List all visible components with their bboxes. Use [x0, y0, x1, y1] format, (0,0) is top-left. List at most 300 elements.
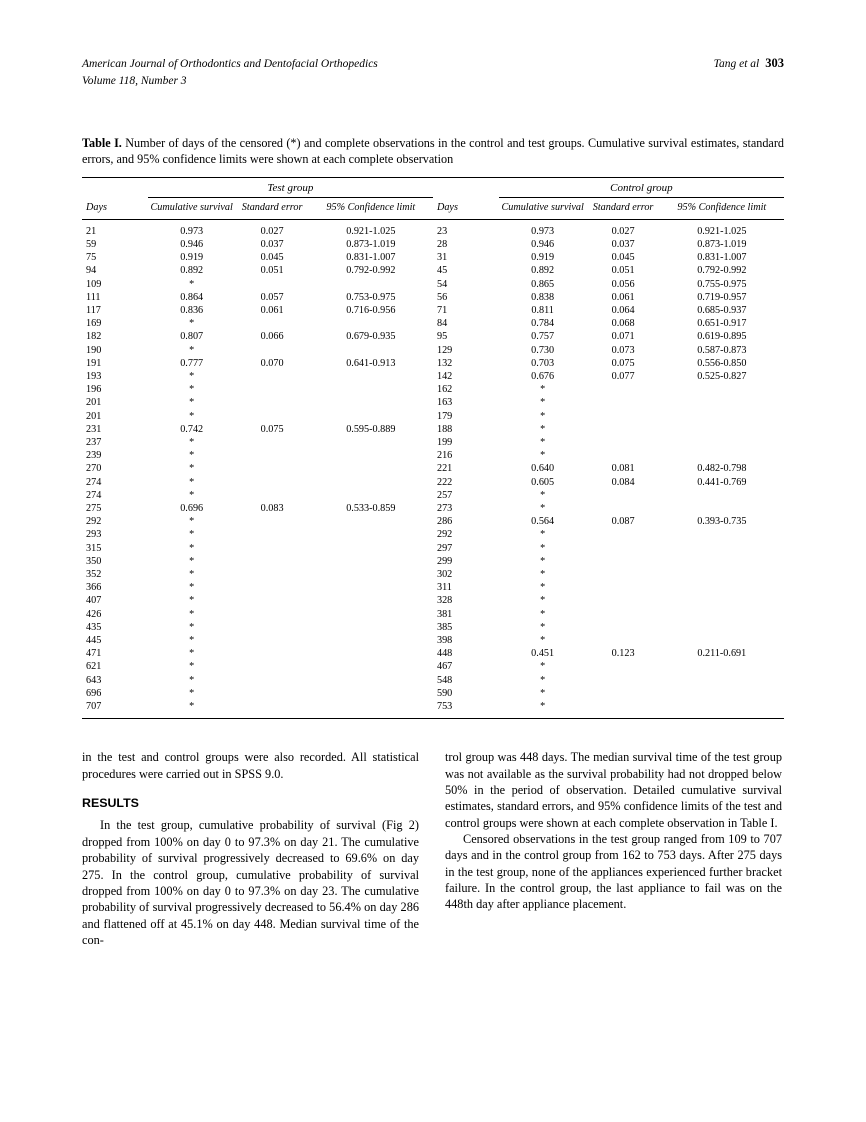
- table-cell: [309, 410, 433, 423]
- table-cell: 0.792-0.992: [346, 265, 396, 277]
- table-cell: 0.919: [531, 252, 555, 264]
- table-cell: 56: [436, 291, 448, 303]
- table-cell: [309, 462, 433, 475]
- table-cell: [587, 634, 660, 647]
- table-cell: [587, 528, 660, 541]
- col-header-days-test: Days: [86, 201, 107, 213]
- table-cell: 237: [86, 437, 102, 449]
- table-cell: 0.831-1.007: [697, 252, 747, 264]
- table-cell: [660, 608, 784, 621]
- table-cell: 257: [436, 489, 453, 501]
- table-row: [82, 634, 784, 647]
- table-cell: 0.605: [531, 476, 555, 488]
- table-cell: 45: [436, 265, 448, 277]
- body-columns: [82, 749, 784, 948]
- table-row: [82, 396, 784, 409]
- table-cell: [236, 634, 309, 647]
- table-cell: [587, 396, 660, 409]
- table-cell: 0.037: [260, 238, 284, 250]
- table-cell: *: [189, 344, 195, 356]
- table-cell: 0.556-0.850: [697, 357, 747, 369]
- table-row: [82, 660, 784, 673]
- table-cell: *: [189, 555, 195, 567]
- table-row: [82, 687, 784, 700]
- col-header-stderr-test: Standard error: [241, 201, 303, 213]
- table-cell: 0.441-0.769: [697, 476, 747, 488]
- table-cell: *: [540, 635, 546, 647]
- table-cell: *: [189, 397, 195, 409]
- table-cell: 0.075: [260, 423, 284, 435]
- table-cell: 0.784: [531, 318, 555, 330]
- table-cell: 643: [86, 674, 102, 686]
- table-cell: 129: [436, 344, 453, 356]
- table-cell: *: [540, 595, 546, 607]
- table-cell: 163: [436, 397, 453, 409]
- table-cell: 270: [86, 463, 102, 475]
- table-cell: [587, 449, 660, 462]
- table-row: [82, 304, 784, 317]
- table-body: [82, 225, 784, 714]
- table-cell: 0.892: [531, 265, 555, 277]
- results-heading: RESULTS: [82, 795, 139, 810]
- table-cell: [236, 370, 309, 383]
- table-cell: [236, 344, 309, 357]
- table-cell: 299: [436, 555, 453, 567]
- table-cell: 448: [436, 648, 453, 660]
- table-cell: 0.946: [531, 238, 555, 250]
- table-cell: *: [189, 701, 195, 713]
- table-cell: *: [189, 621, 195, 633]
- group-header-control: Control group: [499, 177, 784, 197]
- table-cell: 0.807: [180, 331, 204, 343]
- table-cell: 193: [86, 371, 102, 382]
- table-cell: [587, 608, 660, 621]
- table-caption-text: Number of days of the censored (*) and complete observations in the control and test groups. Cumulative survival estimates, standard errors, and 95% confidence limits were shown at each complete observation: [82, 136, 784, 167]
- table-cell: [309, 568, 433, 581]
- table-cell: [309, 317, 433, 330]
- table-cell: *: [189, 595, 195, 607]
- left-paragraph-2: In the test group, cumulative probability of survival (Fig 2) dropped from 100% on day 0 to 97.3% on day 21. The cumulative probability of survival progressively decreased to 69.6% on day 275. In the control group, cumulative probability of survival dropped from 100% on day 0 to 97.3% on day 23. The cumulative probability of survival progressively decreased to 56.4% on day 286 and flattened off at 45.1% on day 448. Median survival time of the con-: [82, 818, 419, 947]
- table-cell: 0.564: [531, 516, 555, 528]
- table-group-header-row: [82, 177, 784, 197]
- table-cell: *: [189, 608, 195, 620]
- table-cell: 293: [86, 529, 102, 541]
- table-row: [82, 581, 784, 594]
- table-cell: 239: [86, 450, 102, 462]
- table-cell: 0.451: [531, 648, 555, 660]
- table-row: [82, 542, 784, 555]
- table-cell: [236, 278, 309, 291]
- col-header-ci-test: 95% Confidence limit: [326, 201, 416, 213]
- table-cell: [309, 660, 433, 673]
- table-cell: 0.730: [531, 344, 555, 356]
- table-cell: [236, 317, 309, 330]
- table-cell: [309, 674, 433, 687]
- table-cell: 0.073: [611, 344, 635, 356]
- table-cell: [660, 436, 784, 449]
- table-cell: [309, 489, 433, 502]
- table-cell: 0.061: [260, 304, 284, 316]
- table-cell: 297: [436, 542, 453, 554]
- table-row: [82, 568, 784, 581]
- table-cell: *: [189, 489, 195, 501]
- table-cell: [587, 621, 660, 634]
- table-cell: [587, 436, 660, 449]
- table-cell: [236, 410, 309, 423]
- table-cell: [236, 594, 309, 607]
- table-cell: 0.081: [611, 463, 635, 475]
- table-cell: 0.838: [531, 291, 555, 303]
- table-cell: [309, 700, 433, 713]
- table-cell: [660, 528, 784, 541]
- table-cell: 352: [86, 569, 102, 581]
- table-cell: 0.641-0.913: [346, 357, 396, 369]
- table-cell: [309, 344, 433, 357]
- table-cell: 426: [86, 608, 102, 620]
- table-cell: [587, 410, 660, 423]
- table-row: [82, 383, 784, 396]
- table-cell: 621: [86, 661, 102, 673]
- table-cell: 169: [86, 318, 102, 330]
- author-names: Tang et al: [713, 58, 760, 70]
- table-cell: 385: [436, 621, 453, 633]
- table-cell: 548: [436, 674, 453, 686]
- table-cell: [660, 621, 784, 634]
- survival-table: [82, 177, 784, 720]
- table-cell: 0.393-0.735: [697, 516, 747, 528]
- right-paragraph-1: trol group was 448 days. The median survival time of the test group was not available as the survival probability had not dropped below 50% in the period of observation. Detailed cumulative survival estimates, standard errors, and 95% confidence limits of the test and control groups were shown at each complete observation in Table I.: [445, 750, 782, 830]
- table-cell: *: [189, 674, 195, 686]
- table-cell: [587, 581, 660, 594]
- table-cell: 95: [436, 331, 448, 343]
- table-cell: 350: [86, 555, 102, 567]
- table-cell: 292: [86, 516, 102, 528]
- table-cell: 221: [436, 463, 453, 475]
- table-cell: *: [540, 555, 546, 567]
- table-cell: 0.045: [611, 252, 635, 264]
- table-cell: 0.084: [611, 476, 635, 488]
- table-cell: [660, 542, 784, 555]
- table-cell: 407: [86, 595, 102, 607]
- table-cell: [236, 542, 309, 555]
- table-cell: [309, 594, 433, 607]
- table-cell: [660, 687, 784, 700]
- table-cell: [236, 581, 309, 594]
- table-cell: 201: [86, 397, 102, 409]
- table-cell: 435: [86, 621, 102, 633]
- table-cell: 381: [436, 608, 453, 620]
- table-cell: 0.051: [611, 265, 635, 277]
- table-cell: 59: [86, 238, 97, 250]
- table-cell: [236, 608, 309, 621]
- table-cell: *: [189, 318, 195, 330]
- table-row: [82, 357, 784, 370]
- table-cell: [236, 436, 309, 449]
- table-cell: [587, 674, 660, 687]
- table-cell: 0.703: [531, 357, 555, 369]
- table-cell: [587, 489, 660, 502]
- table-cell: [309, 528, 433, 541]
- table-cell: 0.792-0.992: [697, 265, 747, 277]
- table-cell: 199: [436, 437, 453, 449]
- table-cell: 0.056: [611, 278, 635, 290]
- table-cell: 231: [86, 423, 102, 435]
- table-cell: *: [189, 476, 195, 488]
- table-cell: [309, 687, 433, 700]
- table-cell: *: [189, 371, 195, 382]
- table-cell: *: [540, 423, 546, 435]
- table-cell: 0.921-1.025: [697, 225, 747, 237]
- table-cell: [309, 647, 433, 660]
- table-cell: [660, 449, 784, 462]
- table-cell: 216: [436, 450, 453, 462]
- table-cell: 0.087: [611, 516, 635, 528]
- table-cell: 0.757: [531, 331, 555, 343]
- table-cell: 132: [436, 357, 453, 369]
- table-cell: 201: [86, 410, 102, 422]
- table-cell: 196: [86, 384, 102, 396]
- table-cell: *: [540, 503, 546, 515]
- table-cell: 445: [86, 635, 102, 647]
- table-cell: [309, 476, 433, 489]
- table-cell: *: [540, 529, 546, 541]
- table-cell: 0.973: [531, 225, 555, 237]
- table-cell: 0.587-0.873: [697, 344, 747, 356]
- table-cell: 0.946: [180, 238, 204, 250]
- table-cell: [236, 476, 309, 489]
- table-cell: 0.068: [611, 318, 635, 330]
- col-header-days-control: Days: [436, 201, 458, 213]
- table-cell: 0.716-0.956: [346, 304, 396, 316]
- table-cell: *: [540, 489, 546, 501]
- table-cell: *: [540, 397, 546, 409]
- table-row: [82, 238, 784, 251]
- table-row: [82, 462, 784, 475]
- table-bottom-rule: [82, 713, 784, 719]
- table-row: [82, 608, 784, 621]
- table-cell: 0.061: [611, 291, 635, 303]
- table-cell: 0.973: [180, 225, 204, 237]
- table-cell: *: [189, 569, 195, 581]
- table-cell: 0.027: [260, 225, 284, 237]
- table-row: [82, 330, 784, 343]
- table-cell: 0.071: [611, 331, 635, 343]
- table-cell: 707: [86, 701, 102, 713]
- table-cell: 0.696: [180, 503, 204, 515]
- table-cell: *: [189, 450, 195, 462]
- table-cell: 31: [436, 252, 448, 264]
- table-cell: [660, 423, 784, 436]
- table-cell: 28: [436, 238, 448, 250]
- table-row: [82, 317, 784, 330]
- table-cell: [660, 383, 784, 396]
- table-cell: *: [189, 648, 195, 660]
- table-row: [82, 515, 784, 528]
- table-cell: 222: [436, 476, 453, 488]
- table-cell: 142: [436, 371, 453, 382]
- table-cell: 54: [436, 278, 448, 290]
- table-cell: [660, 568, 784, 581]
- col-header-stderr-control: Standard error: [592, 201, 654, 213]
- table-cell: [660, 581, 784, 594]
- table-cell: [236, 621, 309, 634]
- table-cell: [236, 700, 309, 713]
- table-cell: 0.066: [260, 331, 284, 343]
- table-cell: [309, 370, 433, 383]
- table-cell: 0.045: [260, 252, 284, 264]
- table-row: [82, 264, 784, 277]
- col-header-cumsurv-control: Cumulative survival: [501, 201, 584, 213]
- table-cell: [236, 687, 309, 700]
- table-cell: 0.619-0.895: [697, 331, 747, 343]
- table-cell: 0.051: [260, 265, 284, 277]
- table-cell: 0.037: [611, 238, 635, 250]
- table-cell: 286: [436, 516, 453, 528]
- table-row: [82, 291, 784, 304]
- table-row: [82, 278, 784, 291]
- table-row: [82, 594, 784, 607]
- table-cell: 71: [436, 304, 448, 316]
- table-cell: [236, 383, 309, 396]
- table-row: [82, 423, 784, 436]
- table-row: [82, 225, 784, 238]
- table-cell: 109: [86, 278, 102, 290]
- group-header-test: Test group: [148, 177, 433, 197]
- table-cell: *: [189, 542, 195, 554]
- table-cell: [587, 542, 660, 555]
- table-cell: 0.676: [531, 371, 555, 382]
- table-cell: [309, 278, 433, 291]
- table-row: [82, 647, 784, 660]
- table-cell: 0.873-1.019: [346, 238, 396, 250]
- table-cell: [660, 634, 784, 647]
- table-cell: 0.640: [531, 463, 555, 475]
- table-cell: [309, 634, 433, 647]
- table-cell: *: [540, 701, 546, 713]
- table-cell: 0.123: [611, 648, 635, 660]
- table-cell: 273: [436, 503, 453, 515]
- table-cell: *: [189, 582, 195, 594]
- table-cell: *: [189, 410, 195, 422]
- table-cell: 275: [86, 503, 102, 515]
- table-cell: [587, 700, 660, 713]
- table-cell: 328: [436, 595, 453, 607]
- table-cell: [309, 396, 433, 409]
- table-row: [82, 410, 784, 423]
- page-number: 303: [765, 56, 784, 70]
- table-cell: 117: [86, 304, 101, 316]
- table-cell: 0.892: [180, 265, 204, 277]
- table-row: [82, 555, 784, 568]
- table-cell: [236, 660, 309, 673]
- table-row: [82, 436, 784, 449]
- table-cell: [236, 555, 309, 568]
- table-cell: [309, 581, 433, 594]
- table-cell: 0.755-0.975: [697, 278, 747, 290]
- running-head-left: [82, 56, 378, 89]
- table-cell: [660, 502, 784, 515]
- table-cell: *: [189, 437, 195, 449]
- table-cell: [660, 660, 784, 673]
- table-cell: [236, 396, 309, 409]
- table-row: [82, 251, 784, 264]
- table-cell: [660, 396, 784, 409]
- col-header-cumsurv-test: Cumulative survival: [150, 201, 233, 213]
- table-cell: 0.482-0.798: [697, 463, 747, 475]
- running-head: [82, 56, 784, 89]
- table-cell: 0.077: [611, 371, 635, 382]
- table-cell: 188: [436, 423, 453, 435]
- table-cell: 23: [436, 225, 448, 237]
- table-cell: *: [540, 384, 546, 396]
- table-cell: 84: [436, 318, 448, 330]
- table-cell: 0.777: [180, 357, 204, 369]
- table-cell: 398: [436, 635, 453, 647]
- table-cell: 21: [86, 225, 97, 237]
- table-cell: *: [540, 582, 546, 594]
- table-cell: 0.533-0.859: [346, 503, 396, 515]
- table-row: [82, 621, 784, 634]
- table-cell: [309, 515, 433, 528]
- table-cell: 0.595-0.889: [346, 423, 396, 435]
- table-cell: [587, 594, 660, 607]
- table-cell: 0.211-0.691: [697, 648, 747, 660]
- table-cell: *: [189, 463, 195, 475]
- table-cell: 0.811: [531, 304, 554, 316]
- table-cell: *: [540, 687, 546, 699]
- table-cell: 0.083: [260, 503, 284, 515]
- table-cell: [236, 489, 309, 502]
- table-cell: 590: [436, 687, 453, 699]
- table-cell: [309, 608, 433, 621]
- table-cell: 0.719-0.957: [697, 291, 747, 303]
- table-cell: 0.831-1.007: [346, 252, 396, 264]
- table-cell: [587, 687, 660, 700]
- table-row: [82, 344, 784, 357]
- table-cell: [660, 410, 784, 423]
- table-cell: 0.836: [180, 304, 204, 316]
- table-cell: *: [189, 516, 195, 528]
- table-cell: [309, 436, 433, 449]
- table-cell: 0.919: [180, 252, 204, 264]
- table-cell: [309, 621, 433, 634]
- table-cell: [236, 528, 309, 541]
- table-cell: *: [189, 384, 195, 396]
- table-row: [82, 476, 784, 489]
- table-cell: 0.753-0.975: [346, 291, 396, 303]
- table-cell: [587, 383, 660, 396]
- right-column: [445, 749, 782, 948]
- table-cell: *: [189, 529, 195, 541]
- table-cell: *: [540, 437, 546, 449]
- table-cell: 0.864: [180, 291, 204, 303]
- table-cell: *: [540, 450, 546, 462]
- table-column-header-row: [82, 197, 784, 219]
- table-cell: 0.075: [611, 357, 635, 369]
- table-cell: 111: [86, 291, 101, 303]
- left-paragraph-1: in the test and control groups were also recorded. All statistical procedures were carried out in SPSS 9.0.: [82, 750, 419, 781]
- table-cell: 0.057: [260, 291, 284, 303]
- table-cell: 311: [436, 582, 452, 594]
- table-cell: 753: [436, 701, 453, 713]
- table-cell: 0.742: [180, 423, 204, 435]
- table-cell: 274: [86, 476, 102, 488]
- table-cell: [587, 660, 660, 673]
- table-cell: [587, 568, 660, 581]
- table-cell: *: [189, 661, 195, 673]
- table-cell: *: [189, 278, 195, 290]
- table-cell: 0.651-0.917: [697, 318, 747, 330]
